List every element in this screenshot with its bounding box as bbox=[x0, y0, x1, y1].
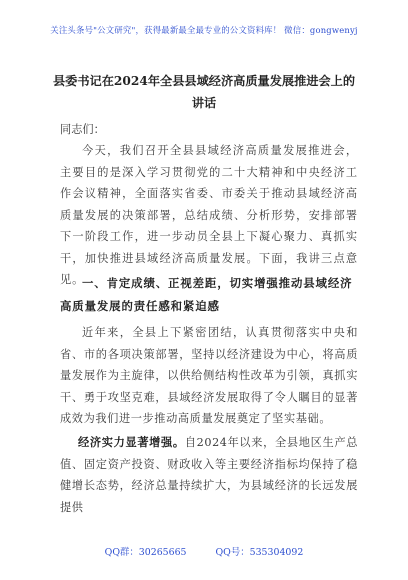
paragraph-text: 自2024年以来，全县地区生产总值、固定资产投资、财政收入等主要经济指标均保持了稳健增长态势，经济总量持续扩大，为县域经济的长远发展提供 bbox=[60, 436, 358, 514]
section-heading-1: 一、肯定成绩、正视差距，切实增强推动县域经济高质量发展的责任感和紧迫感 bbox=[60, 276, 353, 313]
footer-contact bbox=[0, 544, 408, 558]
body-paragraph-3 bbox=[60, 432, 358, 518]
greeting: 同志们： bbox=[60, 123, 105, 136]
document-title: 县委书记在2024年全县县域经济高质量发展推进会上的讲话 bbox=[52, 74, 356, 110]
paragraph-lead: 经济实力显著增强。 bbox=[78, 435, 185, 449]
qq-number: QQ号：535304092 bbox=[215, 547, 304, 558]
qq-group: QQ群：30265665 bbox=[104, 547, 187, 558]
intro-paragraph: 今天，我们召开全县县域经济高质量发展推进会，主要目的是深入学习贯彻党的二十大精神和中央经济工作会议精神，全面落实省委、市委关于推动县域经济高质量发展的决策部署，总结成绩、分析形势，安排部署下一阶段工作，进一步动员全县上下凝心聚力、真抓实干，加快推进县域经济高质量发展。下面，我讲三点意见。 bbox=[60, 144, 358, 286]
body-paragraph-2: 近年来，全县上下紧密团结，认真贯彻落实中央和省、市的各项决策部署，坚持以经济建设为中心，将高质量发展作为主旋律，以供给侧结构性改革为引领，真抓实干、勇于攻坚克难，县域经济发展取得了令人瞩目的显著成效为我们进一步推动高质量发展奠定了坚实基础。 bbox=[60, 326, 358, 425]
header-banner: 关注头条号"公文研究"，获得最新最全最专业的公文资料库！ 微信：gongwenyj bbox=[50, 25, 358, 35]
